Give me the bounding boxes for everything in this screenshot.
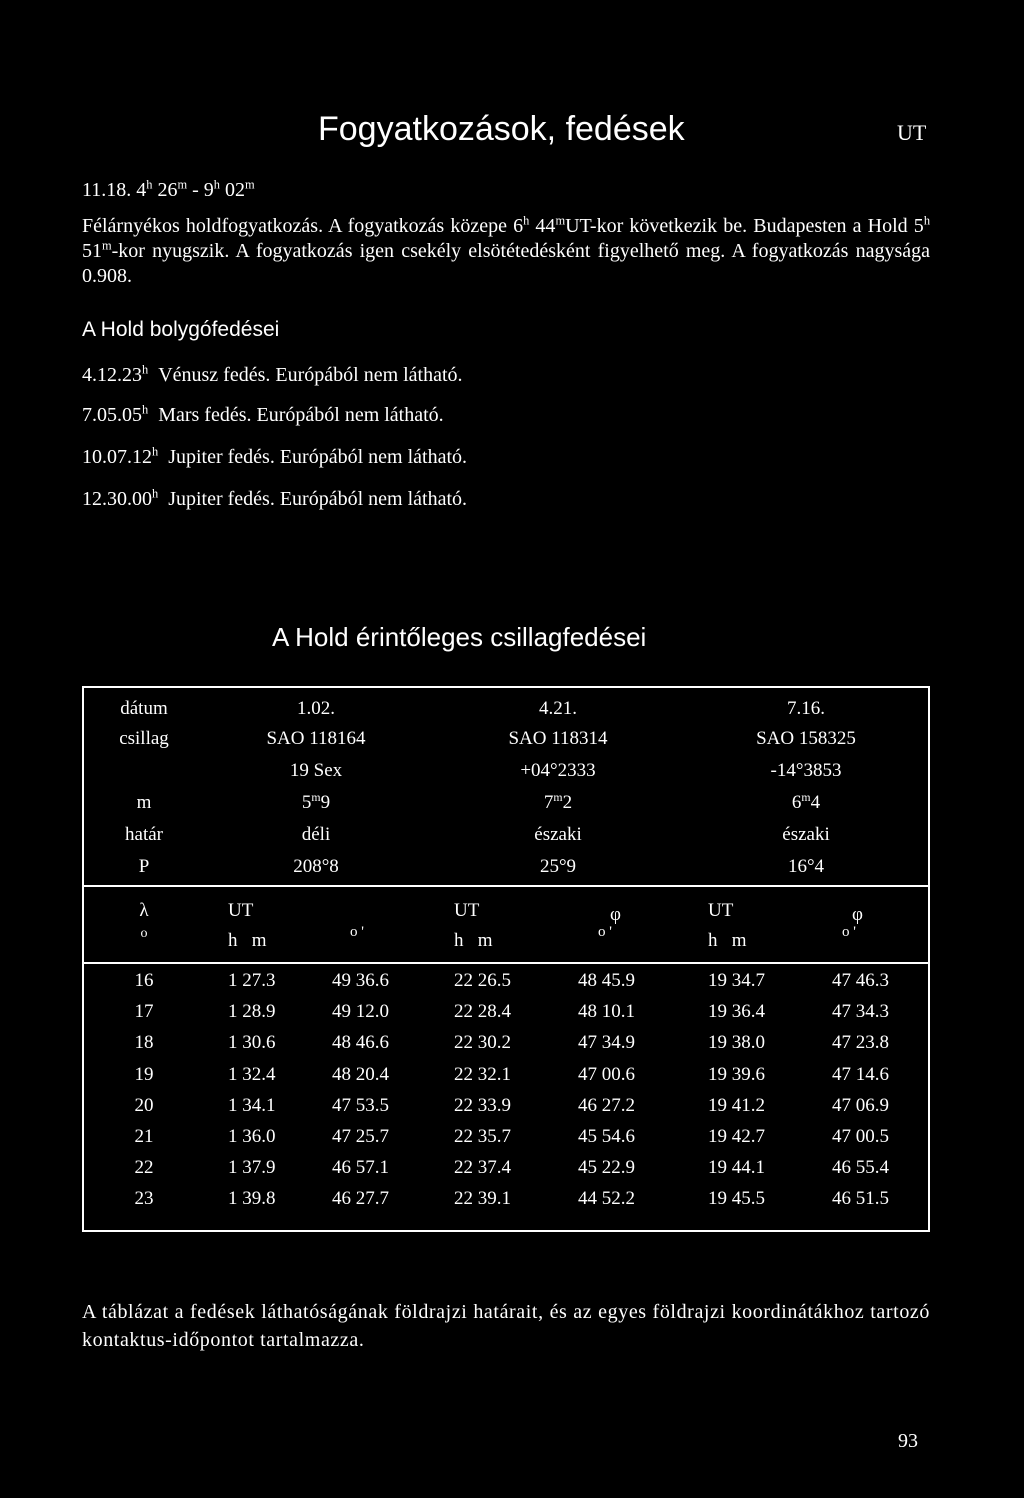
table-cell-latitude: 45 22.9: [578, 1157, 635, 1179]
table-cell-ut: 19 42.7: [708, 1126, 765, 1147]
table-cell-latitude: 48 46.6: [332, 1032, 389, 1054]
table-cell-latitude: 47 53.5: [332, 1094, 389, 1116]
event-star-alt: +04°2333: [520, 760, 596, 781]
table-divider: [84, 962, 928, 964]
eclipse-date: 11.18.: [82, 179, 132, 201]
row-label-date: dátum: [120, 698, 168, 719]
col-header-lambda: λ: [139, 900, 149, 921]
table-cell-ut: 1 37.9: [228, 1157, 276, 1179]
table-cell-ut: 1 28.9: [228, 1001, 276, 1023]
table-cell-ut: 1 27.3: [228, 970, 276, 991]
table-cell-ut: 22 28.4: [454, 1001, 511, 1023]
table-cell-ut: 19 36.4: [708, 1001, 765, 1023]
occultation-item: 12.30.00$^h$ Jupiter fedés. Európából nem látható.: [82, 486, 468, 510]
row-label-limit: határ: [125, 824, 163, 845]
table-cell-lambda: 23: [134, 1188, 154, 1210]
table-cell-lambda: 18: [134, 1032, 154, 1054]
event-star-alt: -14°3853: [770, 760, 842, 781]
table-cell-ut: 1 32.4: [228, 1063, 276, 1085]
table-cell-ut: 22 37.4: [454, 1157, 511, 1179]
occultation-item: 7.05.05$^h$ Mars fedés. Európából nem látható.: [82, 402, 444, 426]
col-header-hm: h m: [228, 930, 267, 951]
col-header-deg-min: o ': [598, 924, 612, 940]
table-cell-ut: 22 35.7: [454, 1126, 511, 1147]
table-cell-ut: 1 39.8: [228, 1188, 276, 1210]
event-magnitude: 7$^m$2: [543, 790, 573, 813]
grazing-heading: A Hold érintőleges csillagfedései: [272, 622, 647, 652]
table-cell-ut: 22 33.9: [454, 1094, 511, 1116]
event-date: 7.16.: [787, 698, 825, 719]
table-cell-latitude: 47 34.9: [578, 1032, 635, 1054]
table-cell-latitude: 47 00.5: [832, 1126, 889, 1147]
eclipse-start-minute: 26: [157, 179, 178, 201]
table-cell-latitude: 48 20.4: [332, 1063, 389, 1085]
event-magnitude: 6$^m$4: [791, 790, 821, 813]
col-header-phi: φ: [610, 904, 621, 925]
event-star: SAO 118164: [266, 728, 366, 749]
table-cell-latitude: 47 14.6: [832, 1063, 889, 1085]
event-position-angle: 208°8: [293, 856, 339, 877]
table-cell-latitude: 48 10.1: [578, 1001, 635, 1023]
col-header-ut: UT: [228, 900, 254, 921]
table-cell-ut: 19 44.1: [708, 1157, 765, 1179]
table-cell-latitude: 44 52.2: [578, 1188, 635, 1210]
table-cell-lambda: 17: [134, 1001, 154, 1023]
table-cell-latitude: 47 23.8: [832, 1032, 889, 1054]
event-date: 4.21.: [539, 698, 577, 719]
planet-occultations-heading: A Hold bolygófedései: [82, 318, 280, 341]
table-cell-latitude: 47 06.9: [832, 1094, 889, 1116]
table-cell-ut: 22 32.1: [454, 1063, 511, 1085]
table-cell-latitude: 46 51.5: [832, 1188, 889, 1210]
eclipse-start-hour: 4: [136, 179, 147, 201]
table-cell-latitude: 47 25.7: [332, 1126, 389, 1147]
occultation-item: 10.07.12$^h$ Jupiter fedés. Európából nem látható.: [82, 444, 468, 468]
event-magnitude: 5$^m$9: [301, 790, 331, 813]
eclipse-end-hour: 9: [203, 179, 214, 201]
table-cell-latitude: 47 34.3: [832, 1001, 889, 1023]
event-limit: déli: [301, 824, 331, 845]
table-cell-latitude: 49 12.0: [332, 1001, 389, 1023]
time-system-label: UT: [897, 120, 927, 145]
table-cell-latitude: 47 00.6: [578, 1063, 635, 1085]
col-header-deg-min: o ': [842, 924, 856, 940]
event-position-angle: 16°4: [787, 856, 825, 877]
table-cell-latitude: 49 36.6: [332, 970, 389, 991]
row-label-magnitude: m: [136, 792, 152, 813]
col-header-ut: UT: [708, 900, 734, 921]
table-cell-ut: 22 26.5: [454, 970, 511, 991]
col-header-hm: h m: [708, 930, 747, 951]
table-cell-latitude: 48 45.9: [578, 970, 635, 991]
table-cell-latitude: 46 57.1: [332, 1157, 389, 1179]
event-position-angle: 25°9: [539, 856, 577, 877]
table-cell-ut: 1 36.0: [228, 1126, 276, 1147]
table-cell-ut: 1 30.6: [228, 1032, 276, 1054]
eclipse-time-range: 11.18. 4$^h$ 26$^m$ - 9$^h$ 02$^m$: [82, 177, 255, 201]
event-date: 1.02.: [297, 698, 335, 719]
row-label-star: csillag: [119, 728, 169, 749]
table-cell-latitude: 46 27.7: [332, 1188, 389, 1210]
table-cell-ut: 19 39.6: [708, 1063, 765, 1085]
col-header-deg-min: o ': [350, 924, 364, 940]
col-header-hm: h m: [454, 930, 493, 951]
col-header-ut: UT: [454, 900, 480, 921]
occultation-item: 4.12.23$^h$ Vénusz fedés. Európából nem látható.: [82, 362, 463, 386]
table-cell-ut: 19 45.5: [708, 1188, 765, 1210]
event-limit: északi: [782, 824, 830, 845]
table-cell-ut: 19 41.2: [708, 1094, 765, 1116]
table-cell-ut: 19 38.0: [708, 1032, 765, 1054]
col-header-lambda-unit: o: [140, 926, 148, 941]
footnote: A táblázat a fedések láthatóságának földrajzi határait, és az egyes földrajzi koordinátákhoz tartozó kontaktus-időpontot tartalmazza.: [82, 1301, 930, 1351]
eclipse-end-minute: 02: [224, 179, 245, 201]
grazing-table: [82, 686, 930, 1232]
table-cell-ut: 22 30.2: [454, 1032, 511, 1054]
table-cell-latitude: 47 46.3: [832, 970, 889, 991]
table-cell-lambda: 22: [134, 1157, 154, 1179]
page-title: Fogyatkozások, fedések: [318, 110, 685, 148]
table-cell-ut: 22 39.1: [454, 1188, 511, 1210]
event-limit: északi: [534, 824, 582, 845]
event-star-alt: 19 Sex: [289, 760, 343, 781]
table-cell-lambda: 21: [134, 1126, 154, 1147]
eclipse-description: Félárnyékos holdfogyatkozás. A fogyatkozás közepe 6$^h$ 44$^m$UT-kor következik be. Budapesten a Hold 5$^h$ 51$^m$-kor nyugszik. A fogyatkozás igen csekély elsötétedésként figyelhető meg. A fogyatkozás nagysága 0.908.: [82, 213, 931, 287]
table-divider: [84, 885, 928, 887]
table-cell-ut: 1 34.1: [228, 1094, 276, 1116]
table-cell-latitude: 46 27.2: [578, 1094, 635, 1116]
table-cell-lambda: 20: [134, 1094, 154, 1116]
table-cell-latitude: 46 55.4: [832, 1157, 889, 1179]
table-cell-lambda: 16: [134, 970, 154, 991]
event-star: SAO 158325: [756, 728, 856, 749]
table-cell-lambda: 19: [134, 1063, 154, 1085]
event-star: SAO 118314: [508, 728, 608, 749]
col-header-phi: φ: [852, 904, 863, 925]
table-cell-ut: 19 34.7: [708, 970, 765, 991]
row-label-position-angle: P: [138, 856, 150, 877]
table-cell-latitude: 45 54.6: [578, 1126, 635, 1147]
page-number: 93: [898, 1430, 918, 1452]
